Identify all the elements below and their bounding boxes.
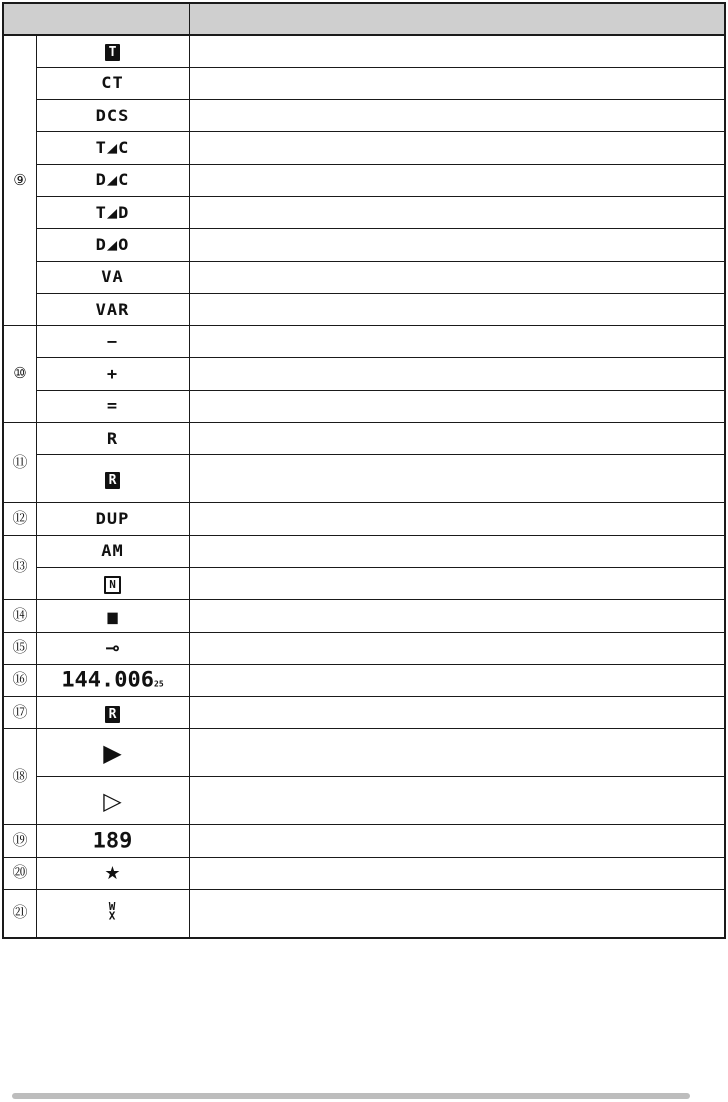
description-cell xyxy=(189,67,725,99)
icon-cell xyxy=(36,261,189,293)
description-cell xyxy=(189,293,725,325)
dcs-ctcss-icon xyxy=(96,171,130,190)
description-cell xyxy=(189,567,725,599)
frequency-sub-digits: 25 xyxy=(154,680,164,689)
description-cell xyxy=(189,632,725,664)
group-number xyxy=(3,535,36,600)
icon-cell xyxy=(36,100,189,132)
am-glyph: AM xyxy=(101,541,124,561)
key-lock-icon xyxy=(105,638,120,659)
icon-cell xyxy=(36,455,189,503)
header-description-column xyxy=(189,3,725,35)
dcs-ctcss-glyph: D◢C xyxy=(95,170,130,190)
table-row xyxy=(3,664,725,696)
icon-cell xyxy=(36,535,189,567)
icon-cell xyxy=(36,857,189,889)
am-icon xyxy=(101,542,123,561)
star-icon xyxy=(104,863,120,884)
table-row xyxy=(3,100,725,132)
table-row xyxy=(3,503,725,535)
duplex-glyph: DUP xyxy=(95,509,130,529)
table-row xyxy=(3,600,725,632)
table-row xyxy=(3,567,725,599)
group-number-label: ⑫ xyxy=(12,509,27,527)
table-row xyxy=(3,261,725,293)
description-cell xyxy=(189,664,725,696)
tone-dcs-icon xyxy=(96,203,130,222)
weather-glyph: WX xyxy=(108,900,117,923)
plus-shift-icon xyxy=(107,365,118,384)
description-cell xyxy=(189,857,725,889)
ctcss-icon xyxy=(101,74,123,93)
icon-cell xyxy=(36,664,189,696)
filled-arrow-icon xyxy=(103,739,121,767)
page-footer-bar xyxy=(12,1093,690,1099)
icon-cell xyxy=(36,697,189,729)
table-header xyxy=(3,3,725,35)
dcs-off-icon xyxy=(96,235,130,254)
tone-boxed-icon xyxy=(105,44,120,61)
group-number-label: ㉑ xyxy=(12,903,27,922)
group-number-label: ⑲ xyxy=(12,831,27,850)
group-number-label: ⑭ xyxy=(12,605,27,624)
reverse-boxed-icon xyxy=(105,472,120,489)
icon-cell xyxy=(36,390,189,422)
description-cell xyxy=(189,890,725,938)
minus-shift-icon xyxy=(107,332,118,351)
icon-cell xyxy=(36,890,189,938)
group-number xyxy=(3,503,36,535)
frequency-display-glyph: 144.006 xyxy=(61,668,155,693)
split-glyph: = xyxy=(106,396,119,416)
icon-cell xyxy=(36,35,189,67)
icon-cell xyxy=(36,358,189,390)
icon-cell xyxy=(36,777,189,825)
va-icon xyxy=(101,268,123,287)
icon-table xyxy=(2,2,726,939)
description-cell xyxy=(189,390,725,422)
group-number-label: ⑪ xyxy=(12,452,27,471)
group-number xyxy=(3,35,36,326)
header-icon-column xyxy=(3,3,189,35)
minus-shift-glyph: − xyxy=(106,332,119,352)
group-number-label: ⑨ xyxy=(13,170,27,189)
narrow-boxed-icon xyxy=(104,576,121,594)
description-cell xyxy=(189,100,725,132)
group-number xyxy=(3,632,36,664)
icon-cell xyxy=(36,196,189,228)
frequency-display-icon xyxy=(61,669,163,693)
star-glyph: ★ xyxy=(104,862,121,884)
description-cell xyxy=(189,261,725,293)
outline-arrow-icon xyxy=(103,787,121,815)
var-icon xyxy=(96,300,130,319)
channel-number-glyph: 189 xyxy=(92,829,133,853)
table-row xyxy=(3,729,725,777)
duplex-icon xyxy=(96,510,130,529)
description-cell xyxy=(189,600,725,632)
group-number xyxy=(3,729,36,825)
reverse-glyph: R xyxy=(106,429,119,449)
table-row xyxy=(3,857,725,889)
table-row xyxy=(3,35,725,67)
tone-ctcss-icon xyxy=(96,139,130,158)
icon-cell xyxy=(36,632,189,664)
group-number xyxy=(3,423,36,503)
table-row xyxy=(3,326,725,358)
dcs-glyph: DCS xyxy=(95,106,130,126)
va-glyph: VA xyxy=(101,267,124,287)
group-number xyxy=(3,600,36,632)
group-number-label: ⑯ xyxy=(12,670,27,689)
group-number xyxy=(3,664,36,696)
tone-dcs-glyph: T◢D xyxy=(95,203,130,223)
icon-cell xyxy=(36,164,189,196)
weather-icon xyxy=(108,900,118,923)
tone-ctcss-glyph: T◢C xyxy=(95,138,130,158)
group-number-label: ⑰ xyxy=(12,702,27,721)
description-cell xyxy=(189,825,725,857)
icon-cell xyxy=(36,293,189,325)
description-cell xyxy=(189,196,725,228)
table-row xyxy=(3,632,725,664)
description-cell xyxy=(189,132,725,164)
description-cell xyxy=(189,229,725,261)
icon-cell xyxy=(36,567,189,599)
table-row xyxy=(3,293,725,325)
table-body xyxy=(3,35,725,938)
icon-cell xyxy=(36,600,189,632)
description-cell xyxy=(189,455,725,503)
group-number xyxy=(3,697,36,729)
split-icon xyxy=(107,397,118,416)
table-row xyxy=(3,229,725,261)
table-row xyxy=(3,535,725,567)
description-cell xyxy=(189,729,725,777)
icon-cell xyxy=(36,326,189,358)
description-cell xyxy=(189,35,725,67)
table-row xyxy=(3,777,725,825)
ctcss-glyph: CT xyxy=(101,73,124,93)
tone-boxed-glyph: T xyxy=(108,45,117,61)
dcs-icon xyxy=(96,106,130,125)
table-row xyxy=(3,67,725,99)
group-number xyxy=(3,857,36,889)
table-row xyxy=(3,390,725,422)
var-glyph: VAR xyxy=(95,300,130,320)
icon-cell xyxy=(36,229,189,261)
channel-number-icon xyxy=(93,829,133,853)
repeater-boxed-icon xyxy=(105,706,120,723)
table-row xyxy=(3,825,725,857)
table-row xyxy=(3,132,725,164)
description-cell xyxy=(189,535,725,567)
bell-icon xyxy=(108,610,118,625)
description-cell xyxy=(189,697,725,729)
table-row xyxy=(3,697,725,729)
group-number xyxy=(3,825,36,857)
outline-arrow-glyph: ▷ xyxy=(103,786,122,815)
narrow-boxed-glyph: N xyxy=(109,578,116,592)
icon-cell xyxy=(36,423,189,455)
group-number-label: ⑮ xyxy=(12,638,27,657)
reverse-boxed-glyph: R xyxy=(108,472,117,488)
icon-cell xyxy=(36,67,189,99)
group-number-label: ⑳ xyxy=(12,863,27,882)
icon-cell xyxy=(36,503,189,535)
group-number-label: ⑬ xyxy=(12,557,27,576)
description-cell xyxy=(189,358,725,390)
table-row xyxy=(3,455,725,503)
group-number xyxy=(3,890,36,938)
key-lock-glyph: ⊸ xyxy=(104,637,121,659)
group-number-label: ⑱ xyxy=(12,766,27,785)
icon-cell xyxy=(36,729,189,777)
reverse-icon xyxy=(107,429,118,448)
description-cell xyxy=(189,423,725,455)
icon-cell xyxy=(36,132,189,164)
description-cell xyxy=(189,326,725,358)
table-row xyxy=(3,358,725,390)
table-row xyxy=(3,164,725,196)
table-row xyxy=(3,890,725,938)
group-number xyxy=(3,326,36,423)
description-cell xyxy=(189,777,725,825)
filled-arrow-glyph: ▶ xyxy=(103,738,122,767)
repeater-boxed-glyph: R xyxy=(108,706,117,722)
dcs-off-glyph: D◢O xyxy=(95,235,130,255)
plus-shift-glyph: + xyxy=(106,364,119,384)
description-cell xyxy=(189,164,725,196)
bell-glyph: ▆ xyxy=(107,610,118,626)
group-number-label: ⑩ xyxy=(13,364,27,383)
table-row xyxy=(3,423,725,455)
icon-cell xyxy=(36,825,189,857)
description-cell xyxy=(189,503,725,535)
table-row xyxy=(3,196,725,228)
